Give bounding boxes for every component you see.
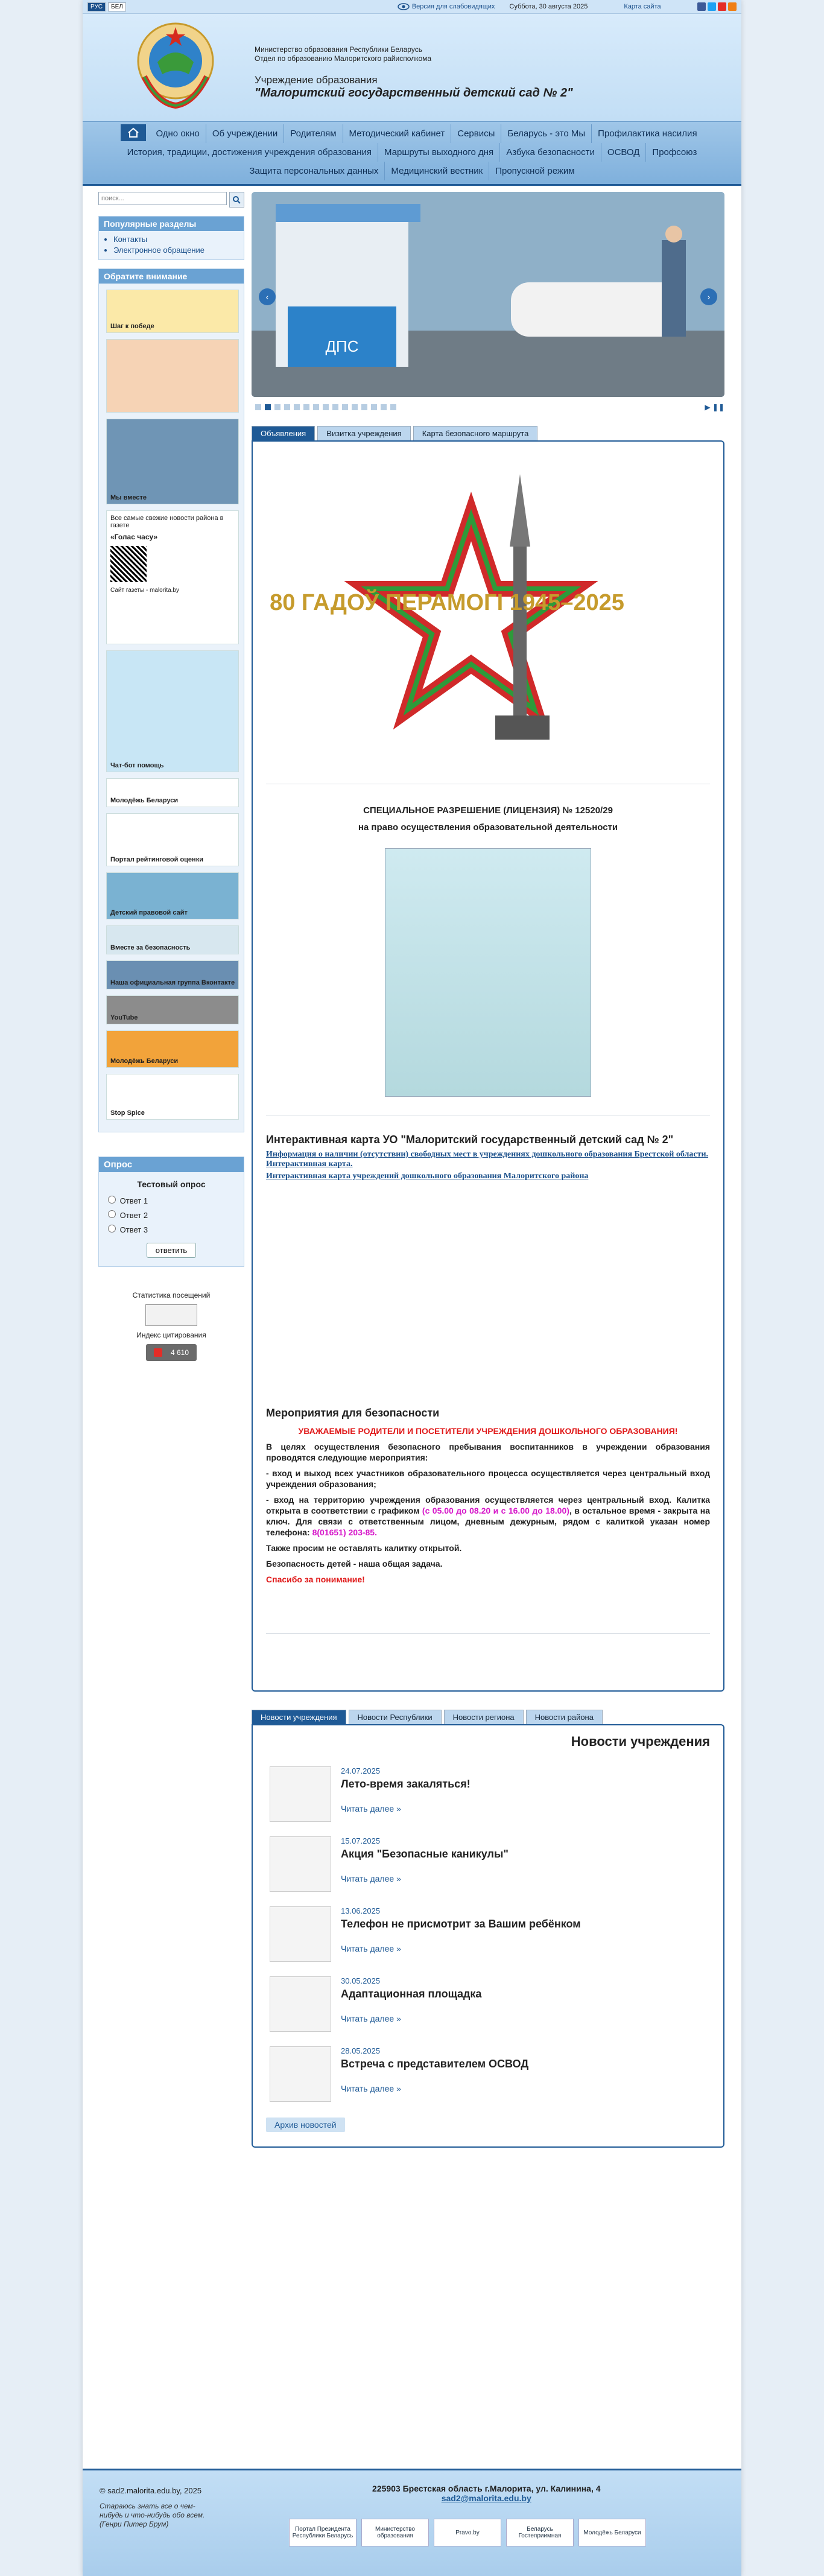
safety-paragraph-2: - вход и выход всех участников образовательного процесса осуществляется через центральный вход учреждения образования;	[266, 1468, 710, 1489]
news-read-more-link[interactable]: Читать далее »	[341, 1944, 401, 1953]
menu-item-personal-data[interactable]: Защита персональных данных	[243, 162, 385, 180]
tab-news-district[interactable]: Новости района	[526, 1710, 603, 1724]
footer-address-text: 225903 Брестская область г.Малорита, ул. Калинина, 4	[372, 2484, 601, 2493]
slider-dot[interactable]	[294, 404, 300, 410]
menu-item-services[interactable]: Сервисы	[451, 124, 501, 143]
main-content	[252, 192, 724, 2148]
sidebar-banner[interactable]	[106, 1074, 239, 1120]
sidebar-banner-label: Детский правовой сайт	[110, 909, 188, 916]
news-heading: Новости учреждения	[571, 1734, 710, 1749]
poll-answer-3[interactable]	[105, 1223, 244, 1234]
news-section	[252, 1710, 724, 2148]
index-value: 4 610	[170, 1348, 189, 1357]
sidebar-banner[interactable]	[106, 419, 239, 504]
search-input[interactable]	[98, 192, 227, 205]
main-menu	[83, 121, 741, 186]
footer-logo-youth-belarus[interactable]: Молодёжь Беларуси	[578, 2519, 646, 2546]
org-type: Учреждение образования	[255, 74, 378, 86]
safety-paragraph-5: Безопасность детей - наша общая задача.	[266, 1559, 443, 1569]
slider-play-pause-icon[interactable]: ▶ ❚❚	[705, 403, 724, 411]
lang-ru-button[interactable]: РУС	[87, 2, 106, 11]
menu-item-methodical[interactable]: Методический кабинет	[343, 124, 452, 143]
slider-sign-dps: ДПС	[325, 337, 359, 355]
slider-dot[interactable]	[371, 404, 377, 410]
license-subtitle: на право осуществления образовательной деятельности	[358, 822, 618, 833]
slider-dot[interactable]	[323, 404, 329, 410]
sidebar-banner[interactable]	[106, 650, 239, 772]
safety-title: Мероприятия для безопасности	[266, 1407, 440, 1419]
news-body	[341, 2046, 528, 2102]
slider-dot[interactable]	[255, 404, 261, 410]
news-thumbnail[interactable]	[270, 1976, 331, 2032]
footer-address	[372, 2484, 601, 2503]
popular-link-e-appeal[interactable]: • Электронное обращение	[113, 246, 244, 255]
news-read-more-link[interactable]: Читать далее »	[341, 2014, 401, 2023]
sidebar-banner[interactable]	[106, 290, 239, 333]
news-body	[341, 1836, 509, 1892]
announcement-panel	[252, 440, 724, 1692]
slider-dot[interactable]	[381, 404, 387, 410]
safety-paragraph-3	[266, 1494, 710, 1538]
menu-row-2	[91, 143, 733, 162]
top-bar	[83, 0, 741, 14]
sidebar-banner-label: Молодёжь Беларуси	[110, 797, 179, 804]
banner-list	[99, 284, 244, 1132]
news-title[interactable]: Адаптационная площадка	[341, 1988, 482, 2000]
menu-item-parents[interactable]: Родителям	[284, 124, 343, 143]
news-read-more-link[interactable]: Читать далее »	[341, 1874, 401, 1883]
footer-quote: Стараюсь знать все о чем-нибудь и что-нибудь обо всем. (Генри Питер Брум)	[100, 2502, 205, 2528]
content-columns	[83, 186, 741, 2148]
slider-image	[252, 192, 724, 397]
eye-icon	[398, 3, 410, 10]
slider-dot[interactable]	[303, 404, 309, 410]
visits-counter[interactable]	[145, 1304, 197, 1326]
poll-question: Тестовый опрос	[137, 1179, 206, 1189]
menu-item-osvod[interactable]: ОСВОД	[601, 143, 647, 162]
header-text	[255, 45, 573, 100]
poll-answer-1[interactable]	[105, 1194, 244, 1205]
slider-dot[interactable]	[274, 404, 280, 410]
search-button[interactable]	[229, 192, 244, 208]
news-item	[266, 1898, 710, 1968]
menu-item-medical[interactable]: Медицинский вестник	[385, 162, 489, 180]
district-map-link[interactable]: Интерактивная карта учреждений дошкольного образования Малоритского района	[266, 1172, 589, 1181]
footer-email-link[interactable]: sad2@malorita.edu.by	[441, 2493, 531, 2503]
news-item	[266, 2038, 710, 2108]
announcement-tabs	[252, 426, 724, 440]
sidebar-banner[interactable]	[106, 778, 239, 807]
sidebar-banner[interactable]	[106, 339, 239, 413]
gazeta-text: Все самые свежие новости района в газете	[110, 515, 224, 529]
sidebar-banner[interactable]	[106, 813, 239, 866]
slider-dot[interactable]	[390, 404, 396, 410]
sidebar-banner-label: Молодёжь Беларуси	[110, 1058, 179, 1065]
site-header	[83, 14, 741, 121]
sidebar-banner-label: Вместе за безопасность	[110, 944, 191, 951]
menu-row-3	[91, 162, 733, 180]
stats-block	[98, 1291, 244, 1361]
news-body	[341, 1906, 581, 1962]
news-body	[341, 1976, 481, 2032]
lang-by-button[interactable]: БЕЛ	[108, 2, 126, 11]
news-date: 13.06.2025	[341, 1906, 381, 1915]
menu-item-history[interactable]: История, традиции, достижения учреждения образования	[121, 143, 378, 162]
footer-logos	[289, 2519, 646, 2546]
attention-panel	[98, 268, 244, 1132]
news-item	[266, 1758, 710, 1828]
left-sidebar	[98, 192, 244, 2148]
tab-safe-route-map[interactable]: Карта безопасного маршрута	[413, 426, 538, 440]
menu-item-about[interactable]: Об учреждении	[206, 124, 284, 143]
poll-answer-2-label: Ответ 2	[119, 1211, 148, 1220]
menu-item-belarus[interactable]: Беларусь - это Мы	[501, 124, 592, 143]
social-icons	[697, 2, 737, 11]
sidebar-banner[interactable]	[106, 925, 239, 954]
safety-phone: 8(01651) 203-85.	[312, 1528, 377, 1537]
menu-item-safety-abc[interactable]: Азбука безопасности	[500, 143, 601, 162]
poll-radio-3[interactable]	[108, 1225, 116, 1232]
poll-radio-1[interactable]	[108, 1196, 116, 1204]
page	[83, 0, 741, 2576]
sidebar-banner-label: Stop Spice	[110, 1109, 145, 1117]
safety-block	[266, 1407, 710, 1585]
gazeta-site[interactable]: Сайт газеты - malorita.by	[110, 587, 179, 594]
popular-link-contacts[interactable]: • Контакты	[113, 235, 244, 244]
tab-news-republic[interactable]: Новости Республики	[349, 1710, 442, 1724]
sidebar-banner[interactable]	[106, 960, 239, 989]
tab-news-institution[interactable]: Новости учреждения	[252, 1710, 346, 1724]
state-emblem-icon	[133, 19, 218, 109]
visits-label: Статистика посещений	[132, 1291, 211, 1299]
news-date: 24.07.2025	[341, 1766, 381, 1775]
safety-hours: (с 05.00 до 08.20 и с 16.00 до 18.00)	[422, 1506, 569, 1515]
news-title[interactable]: Акция "Безопасные каникулы"	[341, 1848, 509, 1860]
sidebar-banner-label: Портал рейтинговой оценки	[110, 856, 203, 863]
safety-p3-part-c: , в остальное время - закрыта на ключ. Для связи с ответственным лицом, дневным дежурным, рядом с калиткой указан номер телефона:	[266, 1506, 710, 1537]
slider-dot[interactable]	[361, 404, 367, 410]
free-places-map-link[interactable]: Информация о наличии (отсутствии) свободных мест в учреждениях дошкольного образования Брестской области. Интерактивная карта.	[266, 1150, 709, 1169]
sidebar-banner-label: Наша официальная группа Вконтакте	[110, 979, 235, 986]
menu-row-1	[91, 124, 733, 143]
footer-logo-president-portal[interactable]: Портал Президента Республики Беларусь	[289, 2519, 357, 2546]
news-thumbnail[interactable]	[270, 1906, 331, 1962]
image-slider	[252, 192, 724, 397]
news-title[interactable]: Встреча с представителем ОСВОД	[341, 2058, 529, 2070]
news-title[interactable]: Телефон не присмотрит за Вашим ребёнком	[341, 1918, 581, 1930]
interactive-map-title: Интерактивная карта УО "Малоритский государственный детский сад № 2"	[266, 1134, 674, 1146]
sidebar-banner[interactable]	[106, 1030, 239, 1068]
safety-thanks: Спасибо за понимание!	[266, 1575, 365, 1584]
safety-p3-part-a: - вход на территорию учреждения образования осуществляется через центральный вход. Калитка открыта в соответствии с графиком	[266, 1495, 710, 1515]
poll-panel	[98, 1156, 244, 1267]
popular-sections-title: Популярные разделы	[99, 217, 244, 231]
license-block	[266, 802, 710, 836]
poll-vote-button[interactable]: ответить	[147, 1243, 196, 1258]
license-image[interactable]	[385, 848, 591, 1097]
tab-business-card[interactable]: Визитка учреждения	[317, 426, 411, 440]
menu-item-violence-prevention[interactable]: Профилактика насилия	[598, 128, 697, 139]
search-form	[98, 192, 244, 208]
yandex-index-counter[interactable]	[146, 1344, 197, 1361]
news-item	[266, 1828, 710, 1898]
menu-item-trade-union[interactable]: Профсоюз	[652, 147, 697, 157]
poll-answer-1-label: Ответ 1	[119, 1196, 148, 1205]
footer-logo-pravo[interactable]: Pravo.by	[434, 2519, 501, 2546]
safety-paragraph-4: Также просим не оставлять калитку открытой.	[266, 1543, 462, 1553]
ministry-line-2: Отдел по образованию Малоритского райисполкома	[255, 54, 432, 63]
site-footer	[83, 2469, 741, 2576]
menu-item-access-mode[interactable]: Пропускной режим	[495, 166, 575, 176]
poll-answer-3-label: Ответ 3	[119, 1225, 148, 1234]
twitter-icon[interactable]	[708, 2, 716, 11]
home-button[interactable]	[121, 124, 146, 141]
safety-paragraph-1: В целях осуществления безопасного пребывания воспитанников в учреждении образования проводятся следующие мероприятия:	[266, 1442, 710, 1462]
footer-logo-ministry[interactable]: Министерство образования	[361, 2519, 429, 2546]
news-date: 28.05.2025	[341, 2046, 381, 2055]
news-read-more-link[interactable]: Читать далее »	[341, 1804, 401, 1813]
sidebar-banner[interactable]	[106, 995, 239, 1024]
youtube-icon[interactable]	[718, 2, 726, 11]
vision-version-link[interactable]	[398, 3, 495, 10]
org-name: "Малоритский государственный детский сад № 2"	[255, 86, 573, 100]
sitemap-link[interactable]: Карта сайта	[624, 3, 661, 10]
slider-dots	[255, 403, 724, 411]
slider-dot[interactable]	[284, 404, 290, 410]
news-item	[266, 1968, 710, 2038]
news-thumbnail[interactable]	[270, 2046, 331, 2102]
footer-copyright: © sad2.malorita.edu.by, 2025	[100, 2486, 202, 2495]
poll-answer-2[interactable]	[105, 1208, 244, 1220]
interactive-map-block	[266, 1134, 710, 1181]
gazeta-name: «Голас часу»	[110, 533, 158, 541]
language-switcher	[87, 2, 126, 11]
footer-logo-belarus-hospitable[interactable]: Беларусь Гостеприимная	[506, 2519, 574, 2546]
safety-alert: УВАЖАЕМЫЕ РОДИТЕЛИ И ПОСЕТИТЕЛИ УЧРЕЖДЕНИЯ ДОШКОЛЬНОГО ОБРАЗОВАНИЯ!	[298, 1426, 678, 1436]
poll-radio-2[interactable]	[108, 1210, 116, 1218]
news-read-more-link[interactable]: Читать далее »	[341, 2084, 401, 2093]
slider-dot[interactable]	[332, 404, 338, 410]
news-list	[266, 1758, 710, 2108]
slider-dot[interactable]	[352, 404, 358, 410]
sidebar-banner-label: Чат-бот помощь	[110, 762, 164, 769]
home-icon	[127, 127, 139, 138]
ministry-line-1: Министерство образования Республики Беларусь	[255, 45, 422, 54]
search-icon	[232, 195, 241, 204]
odnoklassniki-icon[interactable]	[728, 2, 737, 11]
slider-dot[interactable]	[265, 404, 271, 410]
tab-news-region[interactable]: Новости региона	[444, 1710, 524, 1724]
index-label: Индекс цитирования	[136, 1331, 206, 1339]
vision-version-label: Версия для слабовидящих	[411, 3, 495, 10]
news-date: 15.07.2025	[341, 1836, 381, 1845]
yandex-icon	[154, 1348, 162, 1357]
news-tabs	[252, 1710, 724, 1724]
sidebar-banner[interactable]	[106, 872, 239, 919]
news-title[interactable]: Лето-время закаляться!	[341, 1778, 471, 1790]
attention-title: Обратите внимание	[99, 269, 244, 284]
slider-prev-button[interactable]: ‹	[259, 288, 276, 305]
slider-dot[interactable]	[313, 404, 319, 410]
qr-code-icon	[110, 546, 147, 582]
menu-item-one-window[interactable]: Одно окно	[150, 124, 206, 143]
slider-dot[interactable]	[342, 404, 348, 410]
poster-text: 80 ГАДОЎ ПЕРАМОГІ 1945–2025	[270, 590, 624, 615]
license-title: СПЕЦИАЛЬНОЕ РАЗРЕШЕНИЕ (ЛИЦЕНЗИЯ) № 12520/29	[363, 805, 613, 816]
tab-announcements[interactable]: Объявления	[252, 426, 315, 440]
news-panel	[252, 1724, 724, 2148]
news-date: 30.05.2025	[341, 1976, 381, 1985]
facebook-icon[interactable]	[697, 2, 706, 11]
menu-item-weekend-routes[interactable]: Маршруты выходного дня	[378, 143, 500, 162]
sidebar-banner-label: Мы вместе	[110, 494, 147, 501]
victory-80-poster	[266, 450, 710, 764]
current-date: Суббота, 30 августа 2025	[509, 3, 588, 10]
poll-title: Опрос	[99, 1157, 244, 1172]
popular-sections	[98, 216, 244, 260]
slider-next-button[interactable]: ›	[700, 288, 717, 305]
map-embed-area	[266, 1184, 710, 1407]
news-thumbnail[interactable]	[270, 1766, 331, 1822]
news-archive-button[interactable]: Архив новостей	[266, 2118, 345, 2132]
sidebar-banner-label: Шаг к победе	[110, 323, 154, 330]
news-thumbnail[interactable]	[270, 1836, 331, 1892]
sidebar-banner[interactable]	[106, 510, 239, 644]
news-body	[341, 1766, 471, 1822]
sidebar-banner-label: YouTube	[110, 1014, 138, 1021]
